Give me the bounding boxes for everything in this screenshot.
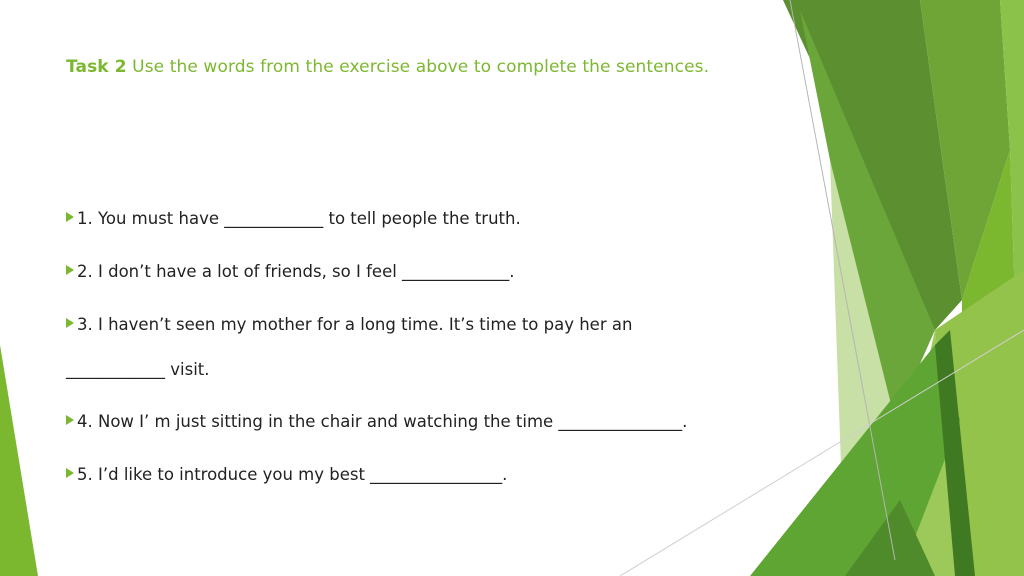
task-instruction: Use the words from the exercise above to complete the sentences. [132, 57, 710, 77]
sentence-4 [66, 412, 687, 431]
triangle-bullet-icon [66, 318, 74, 328]
sentence-3-continuation [66, 360, 210, 379]
triangle-bullet-icon [66, 265, 74, 275]
task-label: Task 2 [66, 57, 127, 77]
sentence-1-text: 1. You must have ____________ to tell people the truth. [77, 209, 521, 228]
triangle-bullet-icon [66, 212, 74, 222]
sentence-2-text: 2. I don’t have a lot of friends, so I feel _____________. [77, 262, 515, 281]
sentence-2 [66, 262, 515, 281]
sentence-5 [66, 465, 507, 484]
triangle-bullet-icon [66, 468, 74, 478]
sentence-5-text: 5. I’d like to introduce you my best ________________. [77, 465, 508, 484]
sentence-3-continuation-text: ____________ visit. [66, 360, 210, 379]
sentence-3 [66, 315, 632, 334]
task-title [66, 57, 709, 77]
sentence-4-text: 4. Now I’ m just sitting in the chair and watching the time _______________. [77, 412, 688, 431]
sentence-3-text: 3. I haven’t seen my mother for a long time. It’s time to pay her an [77, 315, 633, 334]
triangle-bullet-icon [66, 415, 74, 425]
sentence-1 [66, 209, 521, 228]
